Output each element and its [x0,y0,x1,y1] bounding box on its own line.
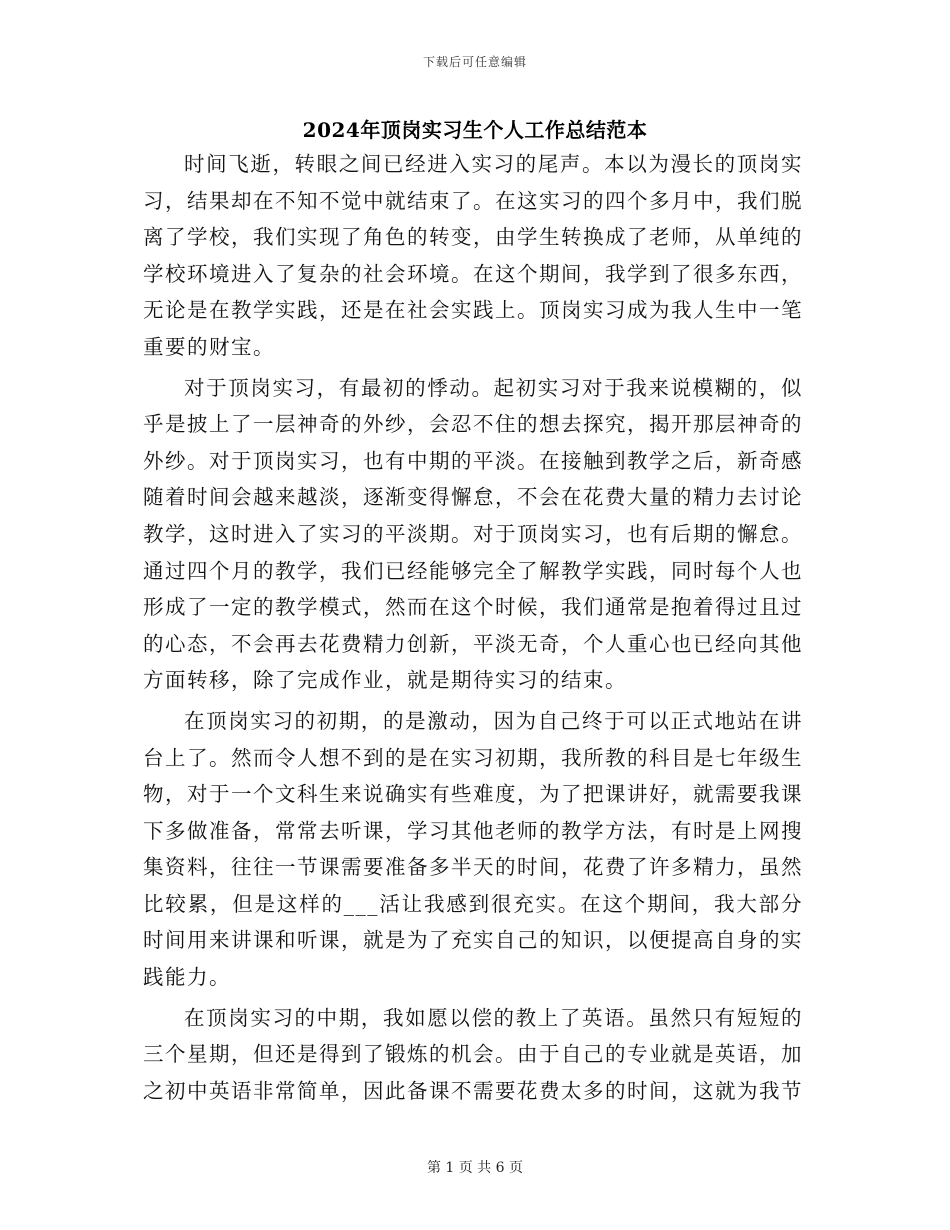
header-note: 下载后可任意编辑 [422,55,527,69]
paragraph-1: 时间飞逝，转眼之间已经进入实习的尾声。本以为漫长的顶岗实习，结果却在不知不觉中就结束了。在这实习的四个多月中，我们脱离了学校，我们实现了角色的转变，由学生转换成了老师，从单纯的学校环境进入了复杂的社会环境。在这个期间，我学到了很多东西，无论是在教学实践，还是在社会实践上。顶岗实习成为我人生中一笔重要的财宝。 [143,152,803,359]
document-body [143,146,803,1109]
paragraph-2: 对于顶岗实习，有最初的悸动。起初实习对于我来说模糊的，似乎是披上了一层神奇的外纱，会忍不住的想去探究，揭开那层神奇的外纱。对于顶岗实习，也有中期的平淡。在接触到教学之后，新奇感随着时间会越来越淡，逐渐变得懈怠，不会在花费大量的精力去讨论教学，这时进入了实习的平淡期。对于顶岗实习，也有后期的懈怠。通过四个月的教学，我们已经能够完全了解教学实践，同时每个人也形成了一定的教学模式，然而在这个时候，我们通常是抱着得过且过的心态，不会再去花费精力创新，平淡无奇，个人重心也已经向其他方面转移，除了完成作业，就是期待实习的结束。 [143,375,803,693]
paragraph-4: 在顶岗实习的中期，我如愿以偿的教上了英语。虽然只有短短的三个星期，但还是得到了锻炼的机会。由于自己的专业就是英语，加之初中英语非常简单，因此备课不需要花费太多的时间，这就为我节 [143,1005,803,1103]
paragraph-3: 在顶岗实习的初期，的是激动，因为自己终于可以正式地站在讲台上了。然而令人想不到的是在实习初期，我所教的科目是七年级生物，对于一个文科生来说确实有些难度，为了把课讲好，就需要我课下多做准备，常常去听课，学习其他老师的教学方法，有时是上网搜集资料，往往一节课需要准备多半天的时间，花费了许多精力，虽然比较累，但是这样的___活让我感到很充实。在这个期间，我大部分时间用来讲课和听课，就是为了充实自己的知识，以便提高自身的实践能力。 [143,708,803,990]
document-title: 2024年顶岗实习生个人工作总结范本 [302,118,648,142]
page-number: 第 1 页 共 6 页 [426,1160,524,1176]
